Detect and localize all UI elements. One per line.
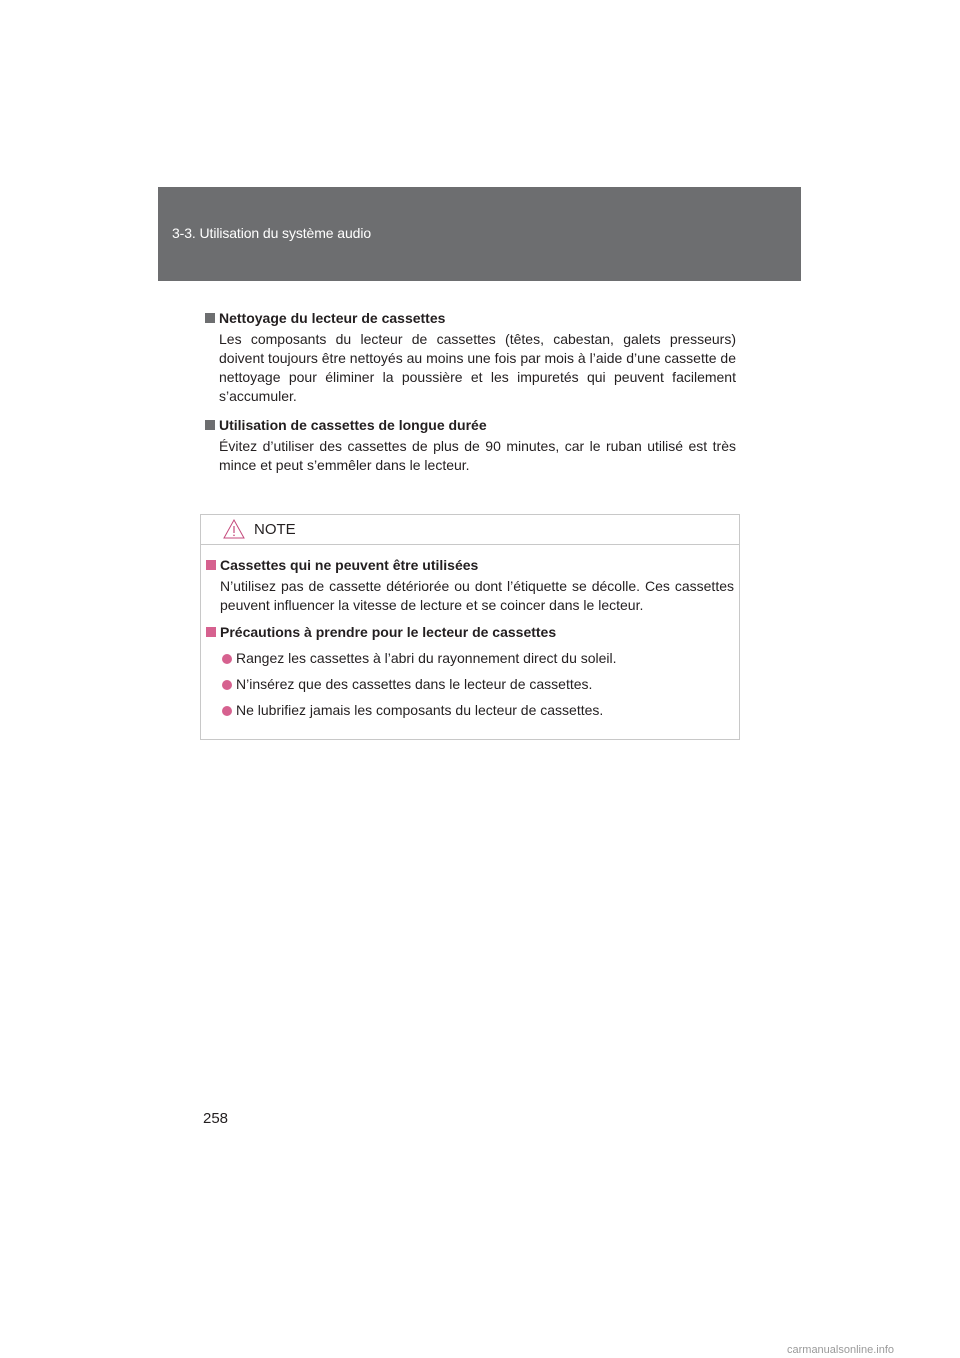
warning-triangle-icon — [223, 519, 245, 539]
list-item: N’insérez que des cassettes dans le lecteur de cassettes. — [222, 675, 736, 694]
list-item: Ne lubrifiez jamais les composants du lecteur de cassettes. — [222, 701, 736, 720]
section-header-band — [158, 187, 801, 281]
note-paragraph: N’utilisez pas de cassette détériorée ou dont l’étiquette se décolle. Ces cassettes peuvent influencer la vitesse de lecture et se coincer dans le lecteur. — [220, 578, 734, 613]
note-box — [200, 514, 740, 740]
section-heading: Nettoyage du lecteur de cassettes — [219, 310, 446, 326]
watermark: carmanualsonline.info — [787, 1344, 895, 1356]
square-bullet-icon — [206, 627, 216, 637]
square-bullet-icon — [205, 420, 215, 430]
note-label: NOTE — [254, 521, 296, 538]
note-section-precautions — [206, 622, 736, 720]
round-bullet-icon — [222, 680, 232, 690]
section-paragraph: Évitez d’utiliser des cassettes de plus de 90 minutes, car le ruban utilisé est très mince et peut s’emmêler dans le lecteur. — [219, 438, 736, 473]
square-bullet-icon — [205, 313, 215, 323]
note-section-unusable — [206, 555, 736, 615]
round-bullet-icon — [222, 654, 232, 664]
round-bullet-icon — [222, 706, 232, 716]
page-number: 258 — [203, 1110, 229, 1127]
note-heading: Cassettes qui ne peuvent être utilisées — [220, 557, 479, 573]
section-heading: Utilisation de cassettes de longue durée — [219, 417, 487, 433]
section-long-duration — [205, 415, 736, 475]
note-heading: Précautions à prendre pour le lecteur de cassettes — [220, 624, 557, 640]
note-body — [206, 555, 736, 720]
section-title: 3-3. Utilisation du système audio — [172, 225, 372, 241]
main-content — [205, 308, 736, 475]
section-paragraph: Les composants du lecteur de cassettes (têtes, cabestan, galets presseurs) doivent toujours être nettoyés au moins une fois par mois à l’aide d’une cassette de nettoyage pour éliminer la poussière et les impuretés qui peuvent facilement s’accumuler. — [219, 331, 736, 404]
square-bullet-icon — [206, 560, 216, 570]
list-item: Rangez les cassettes à l’abri du rayonnement direct du soleil. — [222, 649, 736, 668]
section-cleaning — [205, 308, 736, 406]
note-header — [201, 515, 739, 545]
